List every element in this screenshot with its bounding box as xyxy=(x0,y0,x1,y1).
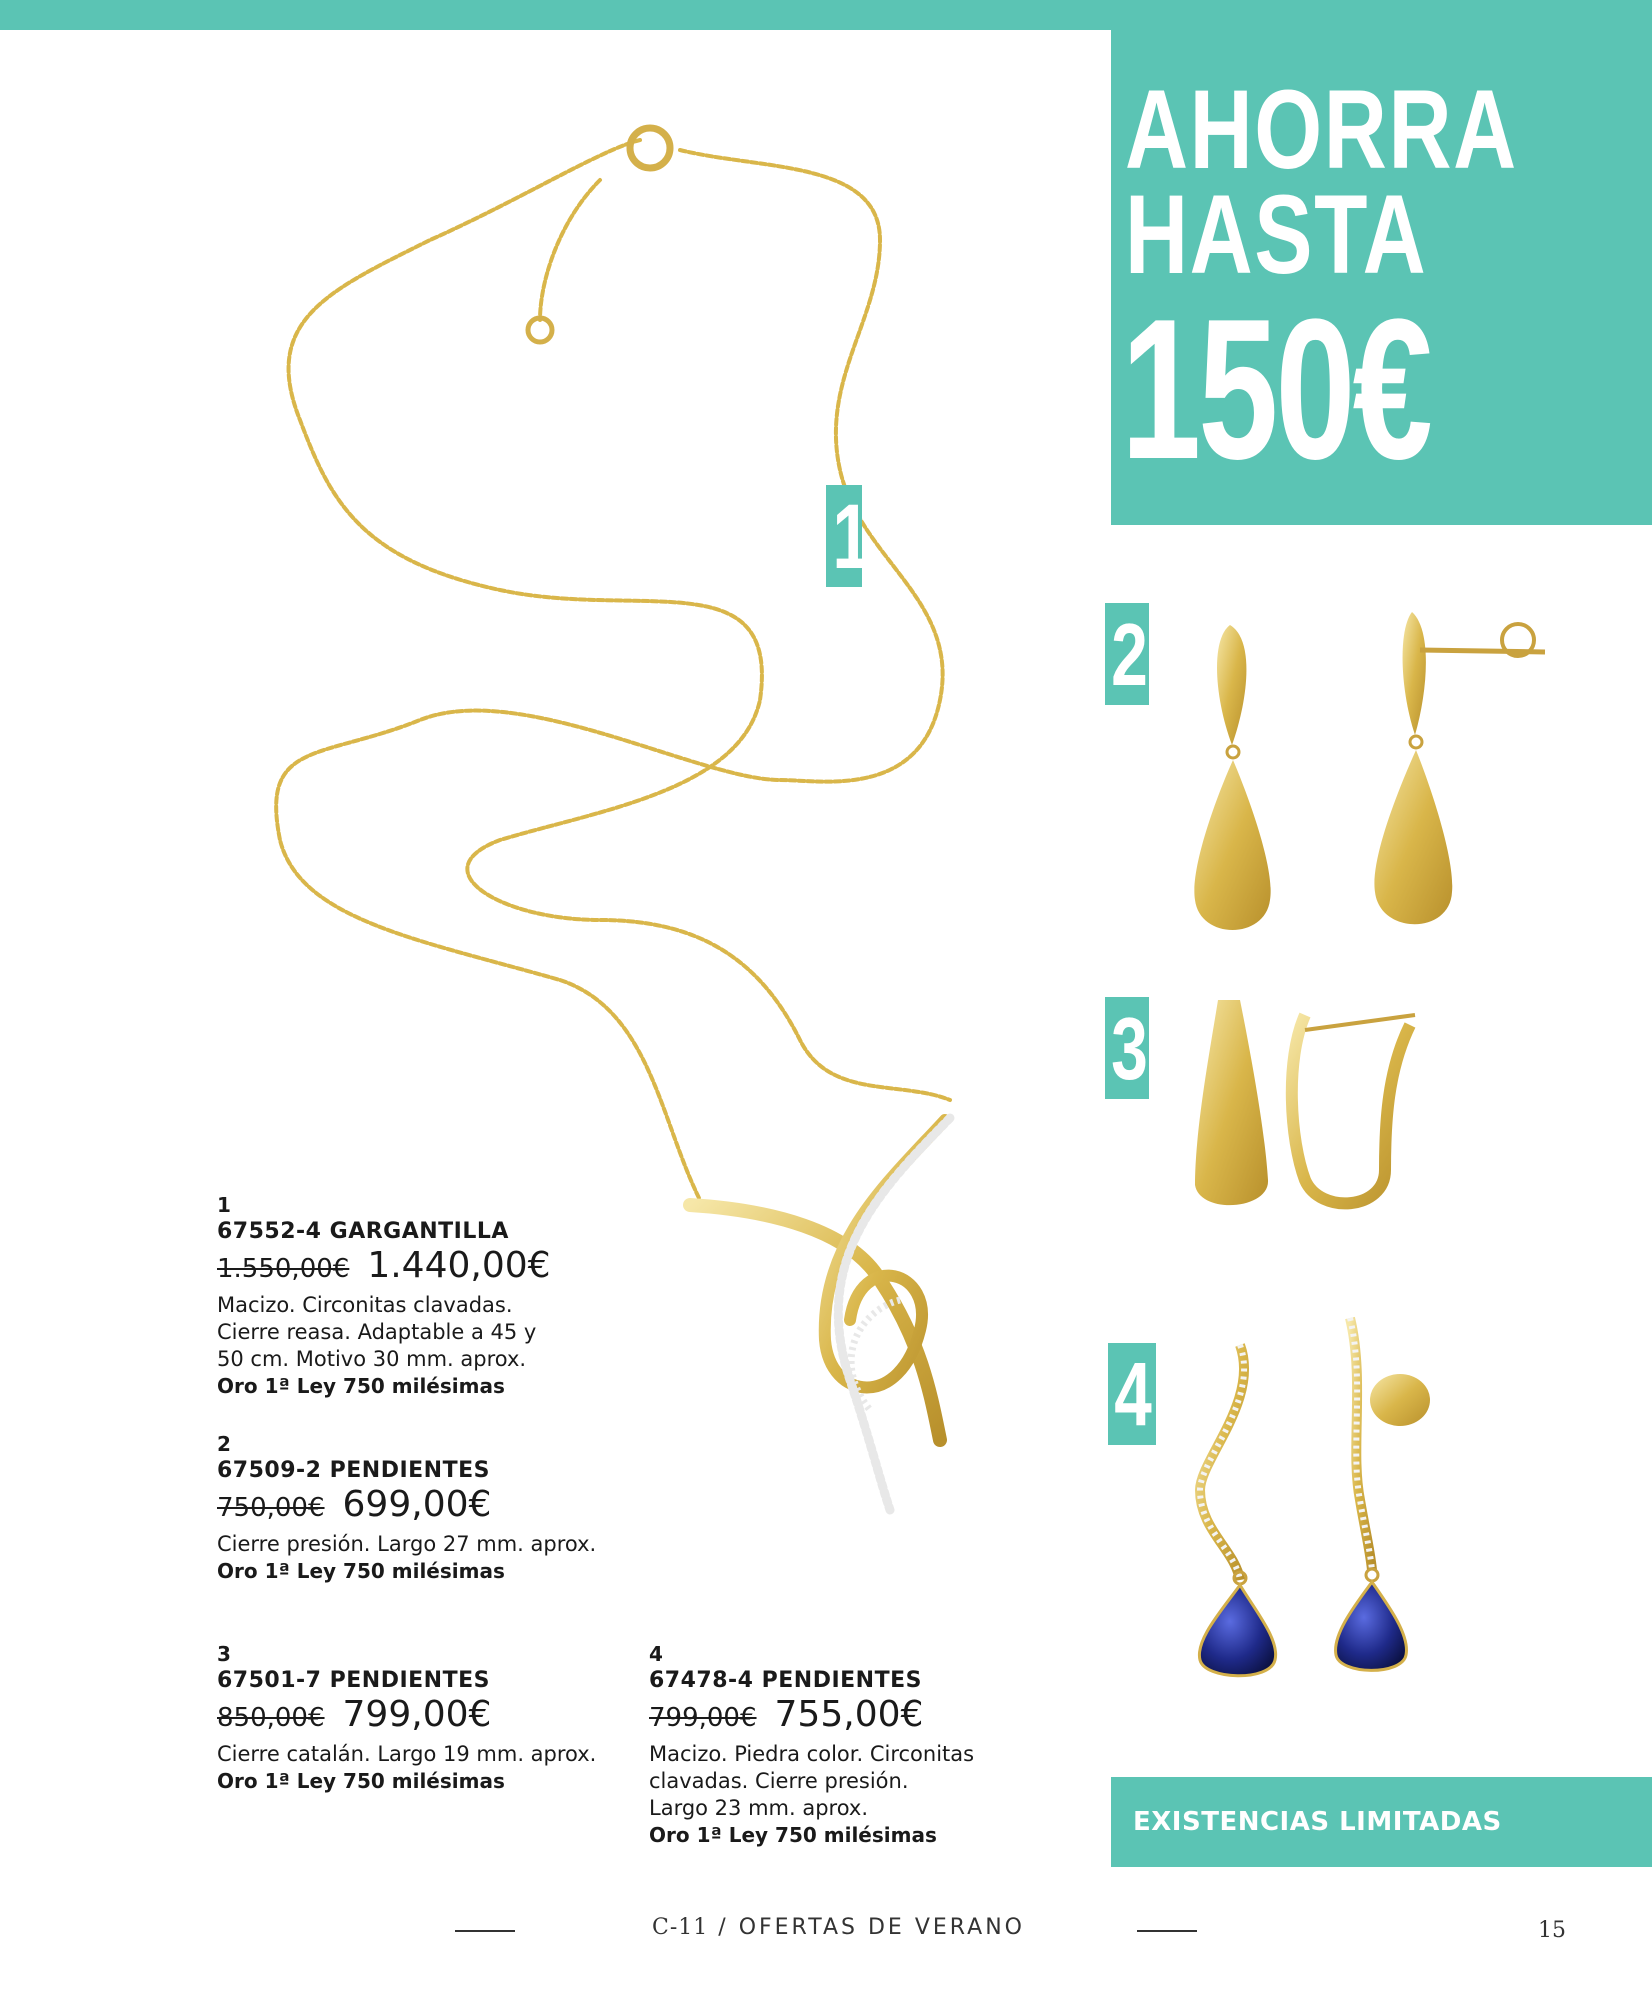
product-description-line: clavadas. Cierre presión. xyxy=(649,1769,909,1793)
old-price: 799,00€ xyxy=(649,1703,757,1733)
product-info-1 xyxy=(217,1192,617,1400)
product-index: 2 xyxy=(217,1432,231,1456)
earrings-3-photo xyxy=(1195,1000,1415,1205)
footer-rule-left xyxy=(455,1930,515,1932)
product-title: 67501-7 PENDIENTES xyxy=(217,1668,490,1693)
gold-grade: Oro 1ª Ley 750 milésimas xyxy=(217,1559,505,1583)
product-title: 67478-4 PENDIENTES xyxy=(649,1668,922,1693)
product-title: 67509-2 PENDIENTES xyxy=(217,1458,490,1483)
new-price: 1.440,00€ xyxy=(367,1245,551,1286)
product-description-line: Cierre presión. Largo 27 mm. aprox. xyxy=(217,1532,597,1556)
badge-number: 2 xyxy=(1111,605,1148,704)
product-index: 3 xyxy=(217,1642,231,1666)
new-price: 755,00€ xyxy=(774,1694,924,1735)
product-description-line: Macizo. Circonitas clavadas. xyxy=(217,1293,513,1317)
badge-number: 3 xyxy=(1111,999,1148,1098)
old-price: 850,00€ xyxy=(217,1703,325,1733)
product-prices xyxy=(217,1695,627,1741)
clasp-ring-icon xyxy=(630,128,670,168)
product-index: 1 xyxy=(217,1193,231,1217)
product-prices xyxy=(217,1246,617,1292)
promo-line-2: HASTA xyxy=(1125,172,1428,297)
product-info-3 xyxy=(217,1641,627,1795)
page-number: 15 xyxy=(1538,1918,1566,1943)
new-price: 799,00€ xyxy=(342,1694,492,1735)
badge-number: 1 xyxy=(832,486,871,588)
product-prices xyxy=(649,1695,1059,1741)
product-badge-4 xyxy=(1108,1343,1156,1445)
old-price: 750,00€ xyxy=(217,1493,325,1523)
product-badge-2 xyxy=(1105,603,1149,705)
product-description-line: Macizo. Piedra color. Circonitas xyxy=(649,1742,975,1766)
product-title: 67552-4 GARGANTILLA xyxy=(217,1219,509,1244)
badge-number: 4 xyxy=(1114,1345,1152,1445)
product-info-2 xyxy=(217,1431,637,1585)
product-badge-3 xyxy=(1105,997,1149,1099)
footer-rule-right xyxy=(1137,1930,1197,1932)
product-description-line: Cierre reasa. Adaptable a 45 y xyxy=(217,1320,537,1344)
earrings-4-photo xyxy=(1199,1318,1430,1676)
gold-grade: Oro 1ª Ley 750 milésimas xyxy=(649,1823,937,1847)
product-description-line: Cierre catalán. Largo 19 mm. aprox. xyxy=(217,1742,597,1766)
product-badge-1 xyxy=(826,485,871,588)
gold-grade: Oro 1ª Ley 750 milésimas xyxy=(217,1769,505,1793)
necklace-chain xyxy=(276,140,950,1200)
old-price: 1.550,00€ xyxy=(217,1254,350,1284)
footer-separator: / xyxy=(718,1915,729,1940)
gold-grade: Oro 1ª Ley 750 milésimas xyxy=(217,1374,505,1398)
footer-section xyxy=(652,1915,1025,1940)
savings-promo-block xyxy=(1111,30,1652,525)
promo-line-1: AHORRA xyxy=(1125,67,1518,192)
product-prices xyxy=(217,1485,637,1531)
earrings-2-photo xyxy=(1194,612,1545,930)
limited-stock-banner xyxy=(1111,1777,1652,1867)
product-index: 4 xyxy=(649,1642,663,1666)
promo-amount: 150€ xyxy=(1121,278,1430,501)
footer-section-title: OFERTAS DE VERANO xyxy=(738,1915,1025,1940)
product-description-line: Largo 23 mm. aprox. xyxy=(649,1796,869,1820)
product-description-line: 50 cm. Motivo 30 mm. aprox. xyxy=(217,1347,527,1371)
footer-code: C-11 xyxy=(652,1915,709,1940)
necklace-pendant xyxy=(690,1118,950,1510)
product-info-4 xyxy=(649,1641,1059,1849)
limited-stock-label: EXISTENCIAS LIMITADAS xyxy=(1133,1807,1502,1837)
new-price: 699,00€ xyxy=(342,1484,492,1525)
